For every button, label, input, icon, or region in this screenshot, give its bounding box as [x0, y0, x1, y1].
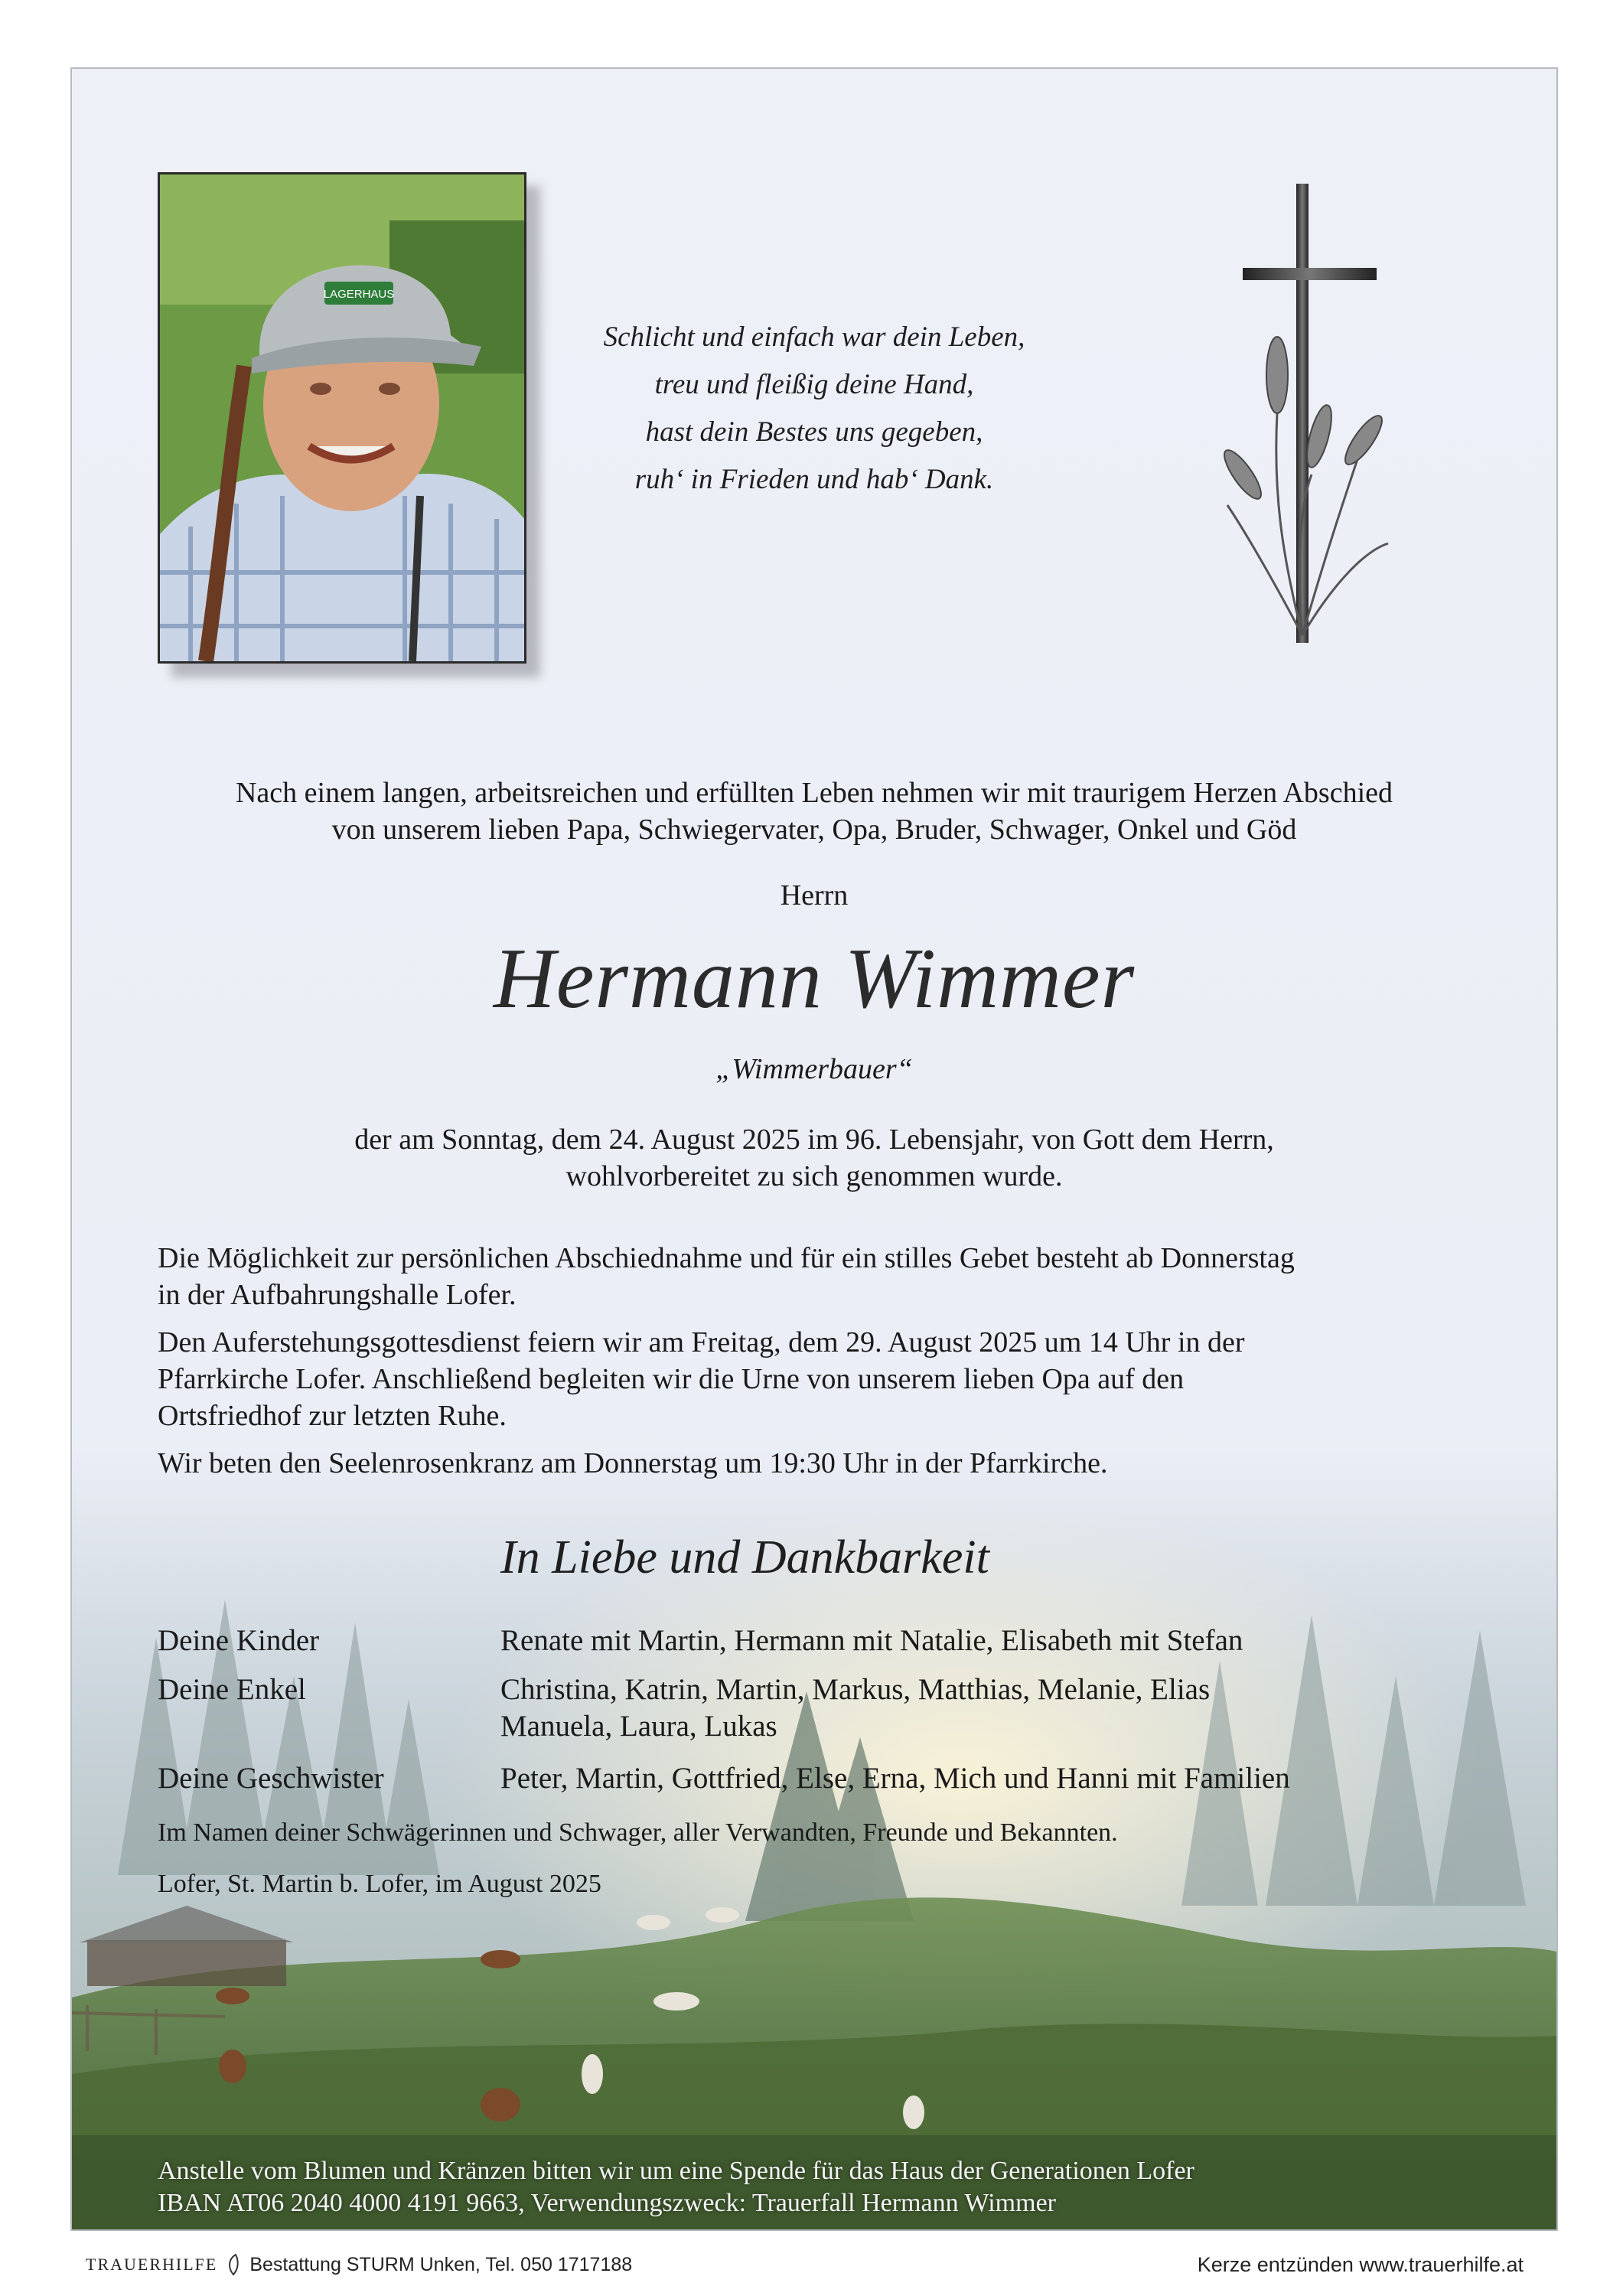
children-names: Renate mit Martin, Hermann mit Natalie, Elisabeth mit Stefan [500, 1624, 1243, 1657]
footer-undertaker [86, 2253, 632, 2276]
memorial-verse [577, 314, 1051, 504]
salutation: Herrn [780, 879, 849, 912]
viewing-paragraph [158, 1240, 1489, 1313]
grandchildren-line: Christina, Katrin, Martin, Markus, Matthias, Melanie, Elias [500, 1673, 1211, 1706]
grandchildren-names [500, 1671, 1526, 1745]
donation-line: Anstelle vom Blumen und Kränzen bitten wir um eine Spende für das Haus der Generationen Lofer [158, 2157, 1194, 2185]
death-notice-line: wohlvorbereitet zu sich genommen wurde. [565, 1160, 1063, 1192]
intro-line: von unserem lieben Papa, Schwiegervater, Opa, Bruder, Schwager, Onkel und Göd [331, 814, 1297, 846]
svg-text:LAGERHAUS: LAGERHAUS [323, 288, 395, 301]
grandchildren-label: Deine Enkel [158, 1673, 306, 1706]
death-notice [72, 1121, 1556, 1195]
undertaker-info: Bestattung STURM Unken, Tel. 050 1717188 [249, 2253, 633, 2275]
intro-text [72, 775, 1556, 848]
verse-line: hast dein Bestes uns gegeben, [645, 416, 983, 448]
verse-line: Schlicht und einfach war dein Leben, [603, 321, 1025, 353]
siblings-label: Deine Geschwister [158, 1762, 384, 1795]
obituary-card [70, 67, 1558, 2231]
on-behalf-text: Im Namen deiner Schwägerinnen und Schwager, aller Verwandten, Freunde und Bekannten. [158, 1818, 1118, 1847]
brand-name: TRAUERHILFE [86, 2255, 218, 2274]
thanks-heading: In Liebe und Dankbarkeit [500, 1531, 989, 1583]
verse-line: ruh‘ in Frieden und hab‘ Dank. [634, 464, 994, 495]
death-notice-line: der am Sonntag, dem 24. August 2025 im 96. Lebensjahr, von Gott dem Herrn, [354, 1124, 1274, 1156]
deceased-nickname: „Wimmerbauer“ [715, 1053, 913, 1085]
donation-notice [158, 2155, 1504, 2219]
paragraph-line: Die Möglichkeit zur persönlichen Abschiednahme und für ein stilles Gebet besteht ab Donnerstag [158, 1242, 1295, 1274]
paragraph-line: Pfarrkirche Lofer. Anschließend begleiten wir die Urne von unserem lieben Opa auf den [158, 1363, 1185, 1395]
leaf-icon [225, 2253, 242, 2276]
cross-with-wheat-icon [1212, 184, 1396, 643]
donation-line: IBAN AT06 2040 4000 4191 9663, Verwendungszweck: Trauerfall Hermann Wimmer [158, 2189, 1056, 2217]
paragraph-line: Ortsfriedhof zur letzten Ruhe. [158, 1400, 507, 1432]
verse-line: treu und fleißig deine Hand, [654, 369, 974, 400]
grandchildren-line: Manuela, Laura, Lukas [500, 1710, 777, 1743]
deceased-name: Hermann Wimmer [493, 931, 1136, 1026]
siblings-names: Peter, Martin, Gottfried, Else, Erna, Mich und Hanni mit Familien [500, 1762, 1290, 1795]
portrait-photo [158, 172, 526, 664]
service-paragraph [158, 1324, 1489, 1434]
rosary-paragraph: Wir beten den Seelenrosenkranz am Donnerstag um 19:30 Uhr in der Pfarrkirche. [158, 1447, 1108, 1479]
candle-link[interactable]: Kerze entzünden www.trauerhilfe.at [1197, 2253, 1524, 2276]
place-date-text: Lofer, St. Martin b. Lofer, im August 2025 [158, 1870, 601, 1898]
paragraph-line: in der Aufbahrungshalle Lofer. [158, 1279, 517, 1311]
intro-line: Nach einem langen, arbeitsreichen und erfüllten Leben nehmen wir mit traurigem Herzen Abschied [235, 777, 1393, 809]
children-label: Deine Kinder [158, 1624, 320, 1657]
paragraph-line: Den Auferstehungsgottesdienst feiern wir am Freitag, dem 29. August 2025 um 14 Uhr in der [158, 1326, 1245, 1358]
